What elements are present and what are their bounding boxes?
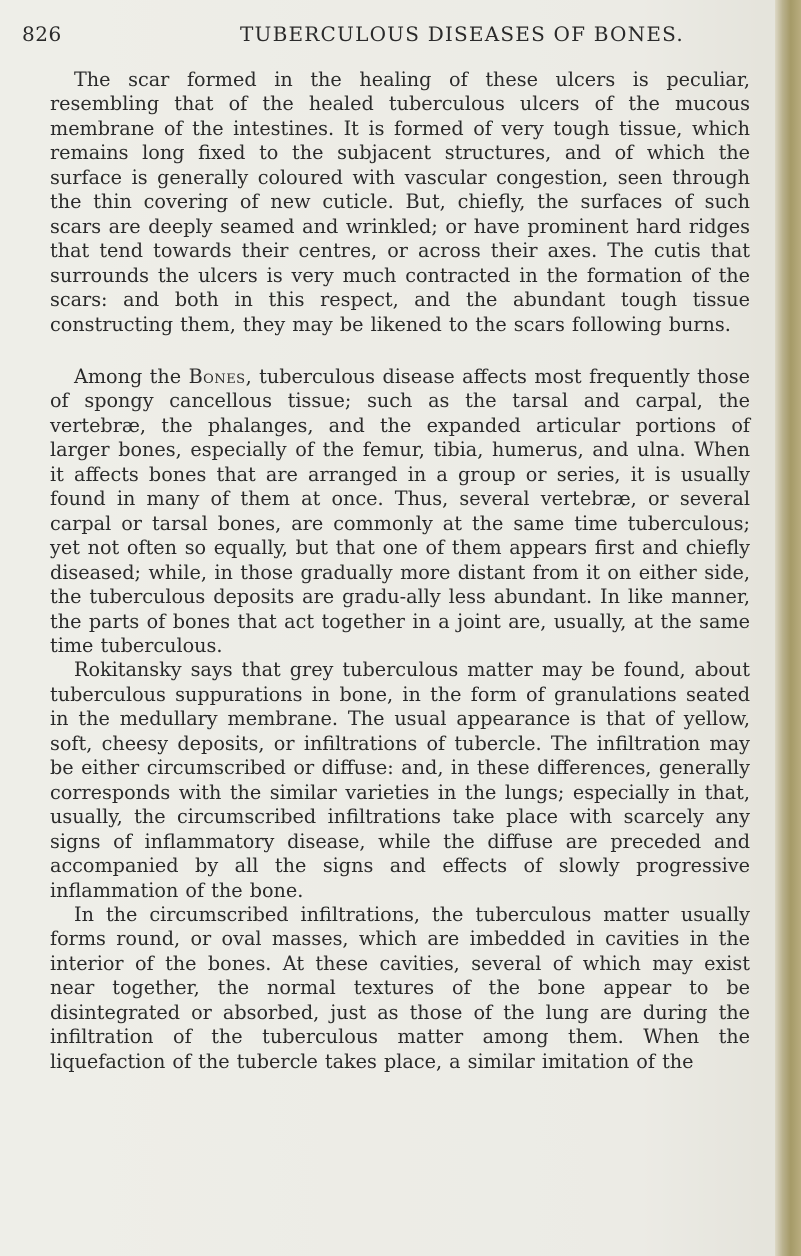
paragraph-bones xyxy=(50,365,750,658)
paragraph-bones-lead: Among the xyxy=(74,364,189,388)
paragraph-circumscribed: In the circumscribed infiltrations, the tuberculous matter usually forms round, or oval masses, which are imbedded in cavities in the interior of the bones. At these cavities, several of which may exist near together, the normal textures of the bone appear to be disintegrated or absorbed, just as those of the lung are during the infiltration of the tuberculous matter among them. When the liquefaction of the tubercle takes place, a similar imitation of the xyxy=(50,902,750,1073)
paragraph-rokitansky: Rokitansky says that grey tuberculous matter may be found, about tuberculous suppurations in bone, in the form of granulations seated in the medullary membrane. The usual appearance is that of yellow, soft, cheesy deposits, or infiltrations of tubercle. The infiltration may be either circumscribed or diffuse: and, in these differences, generally corresponds with the similar varieties in the lungs; especially in that, usually, the circumscribed infiltrations take place with scarcely any signs of inflammatory disease, while the diffuse are preceded and accompanied by all the signs and effects of slowly progressive inflammation of the bone. xyxy=(50,658,750,902)
page-body xyxy=(50,68,750,1074)
paragraph-scar: The scar formed in the healing of these ulcers is peculiar, resembling that of the healed tuberculous ulcers of the mucous membrane of the intestines. It is formed of very tough tissue, which remains long fixed to the subjacent structures, and of which the surface is generally coloured with vascular congestion, seen through the thin covering of new cuticle. But, chiefly, the surfaces of such scars are deeply seamed and wrinkled; or have prominent hard ridges that tend towards their centres, or across their axes. The cutis that surrounds the ulcers is very much contracted in the formation of the scars: and both in this respect, and the abundant tough tissue constructing them, they may be likened to the scars following burns. xyxy=(50,68,750,336)
page-edge xyxy=(775,0,801,1256)
section-gap xyxy=(50,337,750,365)
bones-smallcaps: Bones xyxy=(188,364,246,388)
page-header xyxy=(22,22,742,52)
running-head: TUBERCULOUS DISEASES OF BONES. xyxy=(240,22,684,46)
paragraph-bones-text: , tuberculous disease affects most frequently those of spongy cancellous tissue; such as the tarsal and carpal, the vertebræ, the phalanges, and the expanded articular portions of larger bones, especially of the femur, tibia, humerus, and ulna. When it affects bones that are arranged in a group or series, it is usually found in many of them at once. Thus, several vertebræ, or several carpal or tarsal bones, are commonly at the same time tuberculous; yet not often so equally, but that one of them appears first and chiefly diseased; while, in those gradually more distant from it on either side, the tuberculous deposits are gradu-ally less abundant. In like manner, the parts of bones that act together in a joint are, usually, at the same time tuberculous. xyxy=(50,364,750,657)
page-number: 826 xyxy=(22,22,62,46)
